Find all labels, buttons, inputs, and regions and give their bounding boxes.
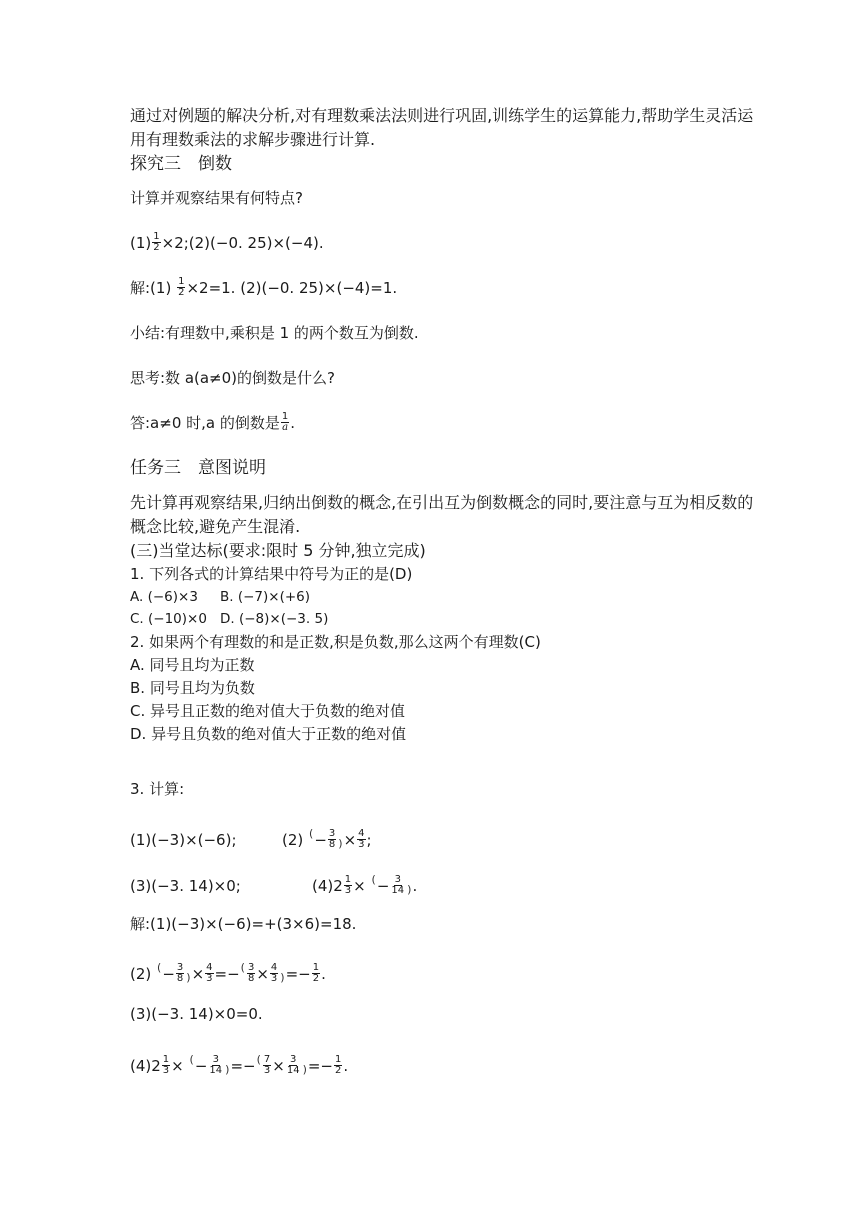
answer-suffix: . — [290, 414, 296, 432]
numerator: 1 — [153, 231, 160, 242]
task3-line-2: 概念比较,避免产生混淆. — [130, 517, 301, 536]
fraction — [152, 232, 160, 253]
task3-heading: 任务三 意图说明 — [130, 458, 266, 478]
fraction: $\frac{3}{14}$ — [286, 1054, 300, 1076]
explore3-question: 计算并观察结果有何特点? — [130, 189, 303, 207]
fraction: $\frac{4}{3}$ — [358, 828, 365, 850]
solution-prefix: 解:(1) — [130, 279, 177, 297]
denominator: 2 — [178, 287, 185, 298]
explore3-answer — [130, 413, 295, 434]
q1-option-b: B. (−7)×(+6) — [220, 589, 311, 605]
task3-line-1: 先计算再观察结果,归纳出倒数的概念,在引出互为倒数概念的同时,要注意与互为相反数的 — [130, 493, 754, 512]
q3-expr-3: (3)(−3. 14)×0; — [130, 877, 241, 895]
fraction — [177, 277, 185, 298]
explore3-think: 思考:数 a(a≠0)的倒数是什么? — [130, 369, 335, 387]
fraction: $\frac{3}{8}$ — [328, 828, 336, 850]
fraction: $\frac{7}{3}$ — [263, 1054, 271, 1076]
fraction: $\frac{4}{3}$ — [270, 962, 278, 984]
q3-solution-1: 解:(1)(−3)×(−6)=+(3×6)=18. — [130, 915, 357, 933]
q3-expr-2: (2) (− $\frac{3}{8}$ )× $\frac{4}{3}$ ; — [282, 827, 372, 850]
q1-option-d: D. (−8)×(−3. 5) — [220, 611, 329, 627]
denominator: 2 — [153, 242, 160, 253]
q3-solution-3: (3)(−3. 14)×0=0. — [130, 1005, 263, 1023]
explore3-problem — [130, 233, 324, 254]
q1-option-c: C. (−10)×0 — [130, 611, 207, 627]
intro-line-1: 通过对例题的解决分析,对有理数乘法法则进行巩固,训练学生的运算能力,帮助学生灵活运 — [130, 106, 754, 125]
q1-option-a: A. (−6)×3 — [130, 589, 198, 605]
q3-solution-2: (2) (− $\frac{3}{8}$ )× $\frac{4}{3}$ =−( $\frac{3}{8}$ × $\frac{4}{3}$ )=− $\frac{1}{2}$ . — [130, 961, 326, 984]
q3-expr-1: (1)(−3)×(−6); — [130, 831, 237, 849]
q3-stem: 3. 计算: — [130, 780, 185, 798]
problem-suffix: ×2;(2)(−0. 25)×(−4). — [161, 234, 324, 252]
q2-option-b: B. 同号且均为负数 — [130, 679, 255, 697]
numerator: 1 — [178, 276, 185, 287]
fraction: $\frac{3}{14}$ — [391, 874, 405, 896]
answer-prefix: 答:a≠0 时,a 的倒数是 — [130, 414, 280, 432]
fraction: $\frac{3}{8}$ — [176, 962, 184, 984]
expr-label: (4)2 — [312, 877, 343, 895]
fraction: $\frac{4}{3}$ — [206, 962, 213, 984]
intro-line-2: 用有理数乘法的求解步骤进行计算. — [130, 130, 376, 149]
q1-stem: 1. 下列各式的计算结果中符号为正的是(D) — [130, 565, 413, 583]
q2-option-a: A. 同号且均为正数 — [130, 656, 255, 674]
fraction: $\frac{3}{14}$ — [209, 1054, 223, 1076]
fraction: $\frac{1}{3}$ — [344, 874, 352, 896]
q2-stem: 2. 如果两个有理数的和是正数,积是负数,那么这两个有理数(C) — [130, 633, 541, 651]
solution-suffix: ×2=1. (2)(−0. 25)×(−4)=1. — [186, 279, 398, 297]
q2-option-d: D. 异号且负数的绝对值大于正数的绝对值 — [130, 725, 407, 743]
problem-prefix: (1) — [130, 234, 152, 252]
expr-label: (2) — [282, 831, 304, 849]
fraction: $\frac{1}{2}$ — [312, 962, 320, 984]
numerator: 1 — [281, 411, 289, 422]
fraction: $\frac{1}{2}$ — [335, 1054, 342, 1076]
denominator: a — [282, 422, 289, 433]
section-heading: (三)当堂达标(要求:限时 5 分钟,独立完成) — [130, 541, 426, 560]
fraction: $\frac{3}{8}$ — [247, 962, 255, 984]
q3-expr-4: (4)2 $\frac{1}{3}$ × (− $\frac{3}{14}$ ). — [312, 873, 418, 896]
q3-solution-4: (4)2 $\frac{1}{3}$ × (− $\frac{3}{14}$ )=−( $\frac{7}{3}$ × $\frac{3}{14}$ )=− $\frac{1}{2}$ . — [130, 1053, 349, 1076]
fraction: $\frac{1}{3}$ — [162, 1054, 170, 1076]
explore3-summary: 小结:有理数中,乘积是 1 的两个数互为倒数. — [130, 324, 419, 342]
explore3-solution — [130, 278, 397, 299]
q2-option-c: C. 异号且正数的绝对值大于负数的绝对值 — [130, 702, 406, 720]
fraction — [281, 412, 289, 433]
explore3-heading: 探究三 倒数 — [130, 154, 232, 174]
